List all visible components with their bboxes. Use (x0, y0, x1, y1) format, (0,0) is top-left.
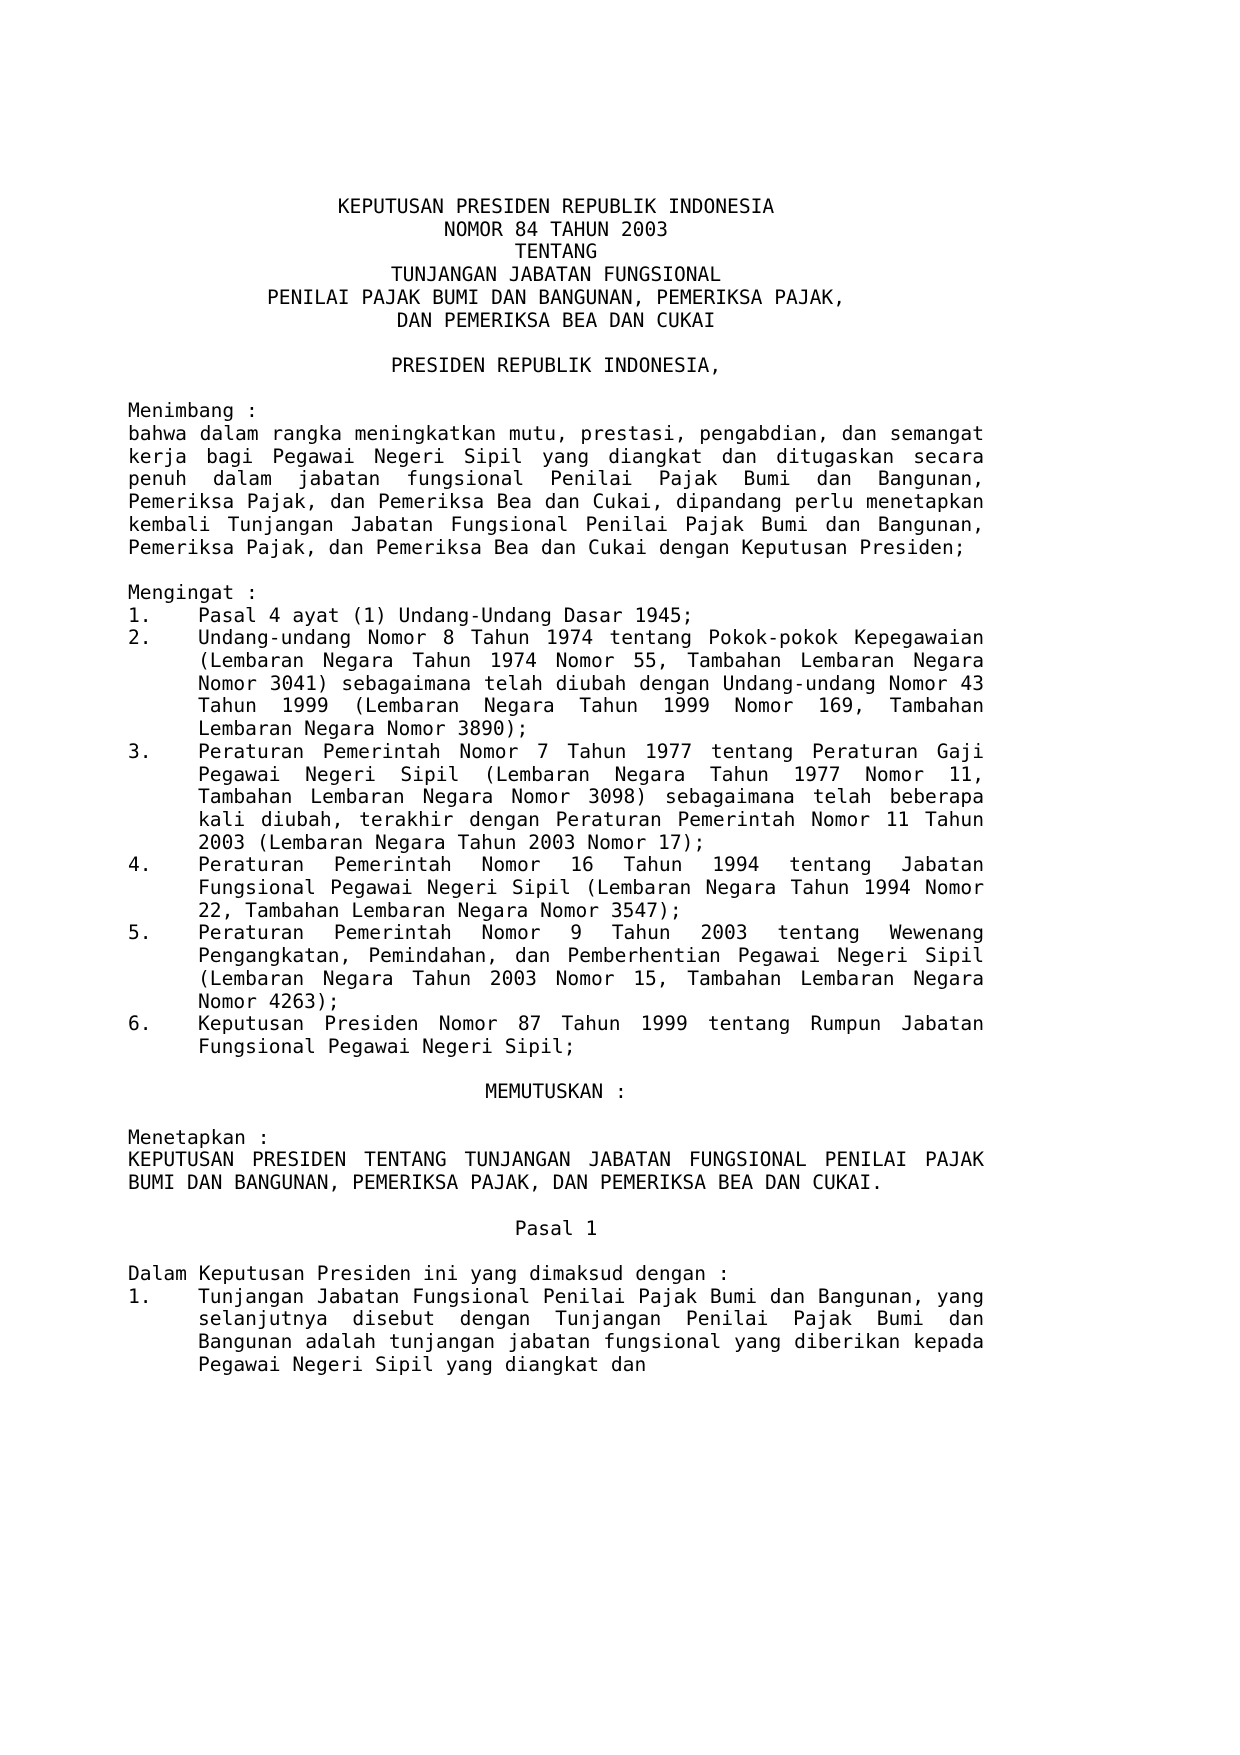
title-line-1: KEPUTUSAN PRESIDEN REPUBLIK INDONESIA (337, 195, 775, 218)
spacer (128, 1195, 984, 1218)
list-item-text: Peraturan Pemerintah Nomor 7 Tahun 1977 tentang Peraturan Gaji Pegawai Negeri Sipil (Lembaran Negara Tahun 1977 Nomor 11, Tambahan Lembaran Negara Nomor 3098) sebagaimana telah beberapa kali diubah, terakhir dengan Peraturan Pemerintah Nomor 11 Tahun 2003 (Lembaran Negara Tahun 2003 Nomor 17); (198, 739, 984, 854)
pasal-1-intro: Dalam Keputusan Presiden ini yang dimaksud dengan : (128, 1261, 730, 1285)
menetapkan-label: Menetapkan : (128, 1125, 270, 1149)
title-line-6: DAN PEMERIKSA BEA DAN CUKAI (396, 308, 716, 332)
menimbang-label: Menimbang : (128, 399, 258, 423)
list-item-number: 2. (128, 626, 152, 650)
list-item-number: 4. (128, 853, 152, 877)
spacer (128, 1059, 984, 1082)
spacer (128, 559, 984, 582)
list-item-text: Peraturan Pemerintah Nomor 16 Tahun 1994 tentang Jabatan Fungsional Pegawai Negeri Sipil (Lembaran Negara Tahun 1994 Nomor 22, Tambahan Lembaran Negara Nomor 3547); (198, 853, 984, 922)
list-item-number: 6. (128, 1012, 152, 1036)
memutuskan-heading: MEMUTUSKAN : (485, 1080, 627, 1104)
list-item (128, 1286, 984, 1377)
menetapkan-body: KEPUTUSAN PRESIDEN TENTANG TUNJANGAN JABATAN FUNGSIONAL PENILAI PAJAK BUMI DAN BANGUNAN, PEMERIKSA PAJAK, DAN PEMERIKSA BEA DAN CUKAI. (128, 1148, 984, 1195)
menimbang-body: bahwa dalam rangka meningkatkan mutu, prestasi, pengabdian, dan semangat kerja bagi Pegawai Negeri Sipil yang diangkat dan ditugaskan secara penuh dalam jabatan fungsional Penilai Pajak Bumi dan Bangunan, Pemeriksa Pajak, dan Pemeriksa Bea dan Cukai, dipandang perlu menetapkan kembali Tunjangan Jabatan Fungsional Penilai Pajak Bumi dan Bangunan, Pemeriksa Pajak, dan Pemeriksa Bea dan Cukai dengan Keputusan Presiden; (128, 422, 984, 559)
list-item-text: Keputusan Presiden Nomor 87 Tahun 1999 tentang Rumpun Jabatan Fungsional Pegawai Negeri Sipil; (198, 1012, 984, 1058)
title-line-3: TENTANG (514, 240, 598, 264)
list-item-text: Pasal 4 ayat (1) Undang-Undang Dasar 1945; (198, 603, 694, 627)
list-item-text: Peraturan Pemerintah Nomor 9 Tahun 2003 tentang Wewenang Pengangkatan, Pemindahan, dan Pemberhentian Pegawai Negeri Sipil (Lembaran Negara Tahun 2003 Nomor 15, Tambahan Lembaran Negara Nomor 4263); (198, 921, 984, 1013)
title-line-2: NOMOR 84 TAHUN 2003 (443, 217, 669, 241)
list-item (128, 741, 984, 855)
mengingat-label: Mengingat : (128, 580, 258, 604)
presiden-heading: PRESIDEN REPUBLIK INDONESIA, (390, 353, 722, 377)
list-item (128, 605, 984, 628)
title-line-5: PENILAI PAJAK BUMI DAN BANGUNAN, PEMERIKSA PAJAK, (266, 285, 846, 309)
pasal-1-heading: Pasal 1 (514, 1216, 598, 1240)
list-item-number: 3. (128, 739, 152, 763)
list-item-number: 1. (128, 1284, 152, 1308)
mengingat-list (128, 605, 984, 1059)
list-item-number: 1. (128, 603, 152, 627)
spacer (128, 1104, 984, 1127)
list-item (128, 922, 984, 1013)
list-item-text: Tunjangan Jabatan Fungsional Penilai Pajak Bumi dan Bangunan, yang selanjutnya disebut dengan Tunjangan Penilai Pajak Bumi dan Bangunan adalah tunjangan jabatan fungsional yang diberikan kepada Pegawai Negeri Sipil yang diangkat dan (198, 1284, 984, 1376)
spacer (128, 378, 984, 401)
pasal-1-list (128, 1286, 984, 1377)
list-item (128, 854, 984, 922)
spacer (128, 332, 984, 355)
list-item-number: 5. (128, 921, 152, 945)
list-item-text: Undang-undang Nomor 8 Tahun 1974 tentang Pokok-pokok Kepegawaian (Lembaran Negara Tahun 1974 Nomor 55, Tambahan Lembaran Negara Nomor 3041) sebagaimana telah diubah dengan Undang-undang Nomor 43 Tahun 1999 (Lembaran Negara Tahun 1999 Nomor 169, Tambahan Lembaran Negara Nomor 3890); (198, 626, 984, 741)
title-line-4: TUNJANGAN JABATAN FUNGSIONAL (390, 263, 722, 287)
document-title-block (128, 196, 984, 332)
list-item (128, 1013, 984, 1058)
document-body (128, 196, 984, 1376)
list-item (128, 627, 984, 741)
spacer (128, 1240, 984, 1263)
